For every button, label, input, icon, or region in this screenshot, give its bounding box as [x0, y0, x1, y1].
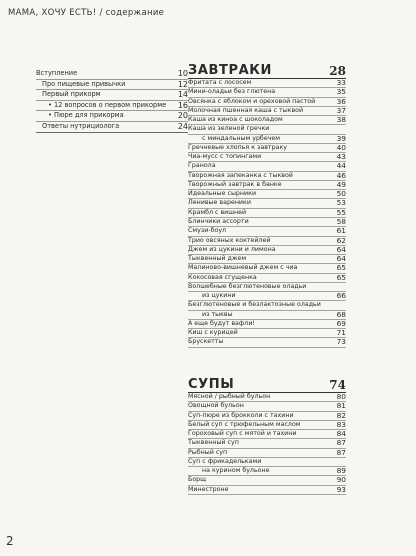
- toc-entry-label: Рыбный суп: [188, 448, 228, 456]
- toc-entry[interactable]: [188, 467, 346, 476]
- toc-entry-page: 50: [336, 189, 346, 199]
- toc-entry-page: 62: [336, 235, 346, 245]
- toc-entry-label: Киш с курицей: [188, 329, 238, 337]
- toc-entry-label: Белый суп с трюфельным маслом: [188, 420, 301, 428]
- toc-entry-label: Минестроне: [188, 485, 229, 493]
- toc-entry-label: Овсянка с яблоком и ореховой пастой: [188, 97, 316, 105]
- toc-entry-page: 35: [336, 87, 346, 97]
- toc-entry-label: Борщ: [188, 476, 207, 484]
- breakfast-entries: [188, 79, 346, 348]
- toc-entry[interactable]: [36, 69, 188, 80]
- toc-entry-label: Мясной / рыбный бульон: [188, 392, 271, 400]
- toc-entry-page: 73: [336, 337, 346, 347]
- toc-entry-page: 69: [336, 318, 346, 328]
- toc-entry-label: Творожный завтрак в банке: [188, 180, 282, 188]
- intro-contents: [36, 69, 188, 133]
- toc-entry-label: Первый прикорм: [42, 90, 101, 99]
- toc-entry-page: 87: [336, 447, 346, 457]
- toc-entry-page: 71: [336, 328, 346, 338]
- toc-entry-page: 80: [336, 391, 346, 401]
- toc-entry-label: Крамбл с вишней: [188, 208, 247, 216]
- toc-entry-label: Фритата с лососем: [188, 78, 252, 86]
- toc-entry-page: 20: [177, 111, 188, 121]
- toc-entry-label: на курином бульоне: [202, 467, 270, 475]
- toc-entry-label: Про пищевые привычки: [42, 79, 126, 88]
- toc-entry-page: 55: [336, 207, 346, 217]
- toc-entry-label: Гороховый суп с мятой и тахини: [188, 430, 297, 438]
- toc-entry-label: из тыквы: [202, 310, 233, 318]
- toc-entry-label: Чиа-мусс с топингами: [188, 153, 262, 161]
- toc-entry-label: Волшебные безглютеновые оладьи: [188, 282, 307, 290]
- toc-entry-label: Суп с фрикадельками: [188, 457, 262, 465]
- soups-entries: [188, 393, 346, 495]
- toc-entry-label: Кокосовая сгущенка: [188, 273, 257, 281]
- toc-entry-page: 10: [177, 69, 188, 78]
- toc-entry-page: 43: [336, 152, 346, 162]
- toc-entry-page: 40: [336, 142, 346, 152]
- book-title: МАМА, ХОЧУ ЕСТЬ!: [8, 8, 97, 18]
- toc-entry-label: Ответы нутрициолога: [42, 121, 120, 130]
- section-title: СУПЫ: [188, 377, 235, 392]
- toc-entry[interactable]: [36, 90, 188, 101]
- toc-entry-page: 83: [336, 419, 346, 429]
- header-separator: /: [99, 8, 103, 18]
- toc-entry-label: Джем из цукини и лимона: [188, 245, 276, 253]
- toc-entry-page: 66: [336, 291, 346, 301]
- toc-entry-page: 82: [336, 410, 346, 420]
- toc-entry-label: Брускетты: [188, 338, 224, 346]
- toc-entry-label: Безглютеновые и безлактозные оладьи: [188, 301, 321, 309]
- soups-heading[interactable]: [188, 377, 346, 393]
- toc-entry-page: 36: [336, 96, 346, 106]
- toc-entry-label: Гречневые хлопья к завтраку: [188, 143, 287, 151]
- toc-entry-label: Малиново-вишневый джем с чиа: [188, 264, 298, 272]
- toc-entry-label: А еще будут вафли!: [188, 319, 255, 327]
- toc-entry-label: Мини-оладьи без глютена: [188, 88, 276, 96]
- toc-entry-page: 58: [336, 216, 346, 226]
- toc-entry-label: • 12 вопросов о первом прикорме: [48, 100, 167, 109]
- toc-entry-page: 49: [336, 179, 346, 189]
- toc-entry-label: Тыквенный суп: [188, 439, 239, 447]
- toc-entry-label: Гранола: [188, 162, 216, 170]
- toc-entry-page: 24: [177, 121, 188, 131]
- toc-entry-page: 33: [336, 77, 346, 87]
- toc-entry[interactable]: [188, 338, 346, 347]
- running-header: [8, 8, 164, 18]
- toc-entry-page: 37: [336, 105, 346, 115]
- toc-entry-page: 44: [336, 161, 346, 171]
- header-section: содержание: [105, 8, 165, 18]
- toc-entry-page: 39: [336, 133, 346, 143]
- toc-entry-page: 38: [336, 115, 346, 125]
- section-page-number: 28: [329, 64, 346, 78]
- toc-entry-page: 65: [336, 263, 346, 273]
- toc-entry-label: Смузи-боул: [188, 227, 227, 235]
- toc-entry[interactable]: [188, 486, 346, 495]
- toc-entry-page: 81: [336, 401, 346, 411]
- toc-entry-label: Трио овсяных коктейлей: [188, 236, 271, 244]
- toc-entry-label: Ленивые вареники: [188, 199, 251, 207]
- toc-entry-page: 46: [336, 170, 346, 180]
- toc-entry-page: 89: [336, 466, 346, 476]
- toc-entry-page: 93: [336, 484, 346, 494]
- toc-entry-page: 64: [336, 254, 346, 264]
- toc-entry-label: Каша из киноа с шоколадом: [188, 116, 283, 124]
- toc-entry-page: 90: [336, 475, 346, 485]
- toc-entry-page: 61: [336, 226, 346, 236]
- toc-entry[interactable]: [36, 111, 188, 122]
- breakfast-heading[interactable]: [188, 63, 346, 79]
- toc-entry-page: 84: [336, 429, 346, 439]
- toc-entry-label: Идеальные сырники: [188, 190, 257, 198]
- toc-entry[interactable]: [36, 101, 188, 112]
- section-title: ЗАВТРАКИ: [188, 63, 272, 78]
- toc-entry-page: 14: [177, 90, 188, 100]
- toc-entry-page: 65: [336, 272, 346, 282]
- toc-entry-label: Суп-пюре из брокколи с тахини: [188, 411, 294, 419]
- toc-entry-label: • Пюре для прикорма: [48, 111, 124, 120]
- toc-entry[interactable]: [36, 80, 188, 91]
- toc-entry-label: Блинчики ассорти: [188, 217, 249, 225]
- toc-entry-page: 12: [177, 79, 188, 89]
- toc-entry-label: Вступление: [36, 69, 78, 77]
- toc-entry-page: 16: [177, 100, 188, 110]
- toc-entry-page: 68: [336, 309, 346, 319]
- breakfast-section: [188, 63, 346, 348]
- toc-entry-label: из цукини: [202, 292, 236, 300]
- section-page-number: 74: [329, 378, 346, 392]
- toc-entry-label: Каша из зеленой гречки: [188, 125, 270, 133]
- toc-entry-label: Тыквенный джем: [188, 255, 247, 263]
- toc-entry-label: Творожная запеканка с тыквой: [188, 171, 293, 179]
- toc-entry[interactable]: [36, 122, 188, 132]
- toc-entry-label: с миндальным урбечем: [202, 134, 281, 142]
- toc-entry-page: 64: [336, 244, 346, 254]
- toc-entry-label: Овощной бульон: [188, 402, 244, 410]
- toc-entry-page: 53: [336, 198, 346, 208]
- soups-section: [188, 377, 346, 495]
- page-number: 2: [6, 534, 14, 548]
- toc-entry-label: Молочная пшенная каша с тыквой: [188, 106, 304, 114]
- toc-entry-page: 87: [336, 438, 346, 448]
